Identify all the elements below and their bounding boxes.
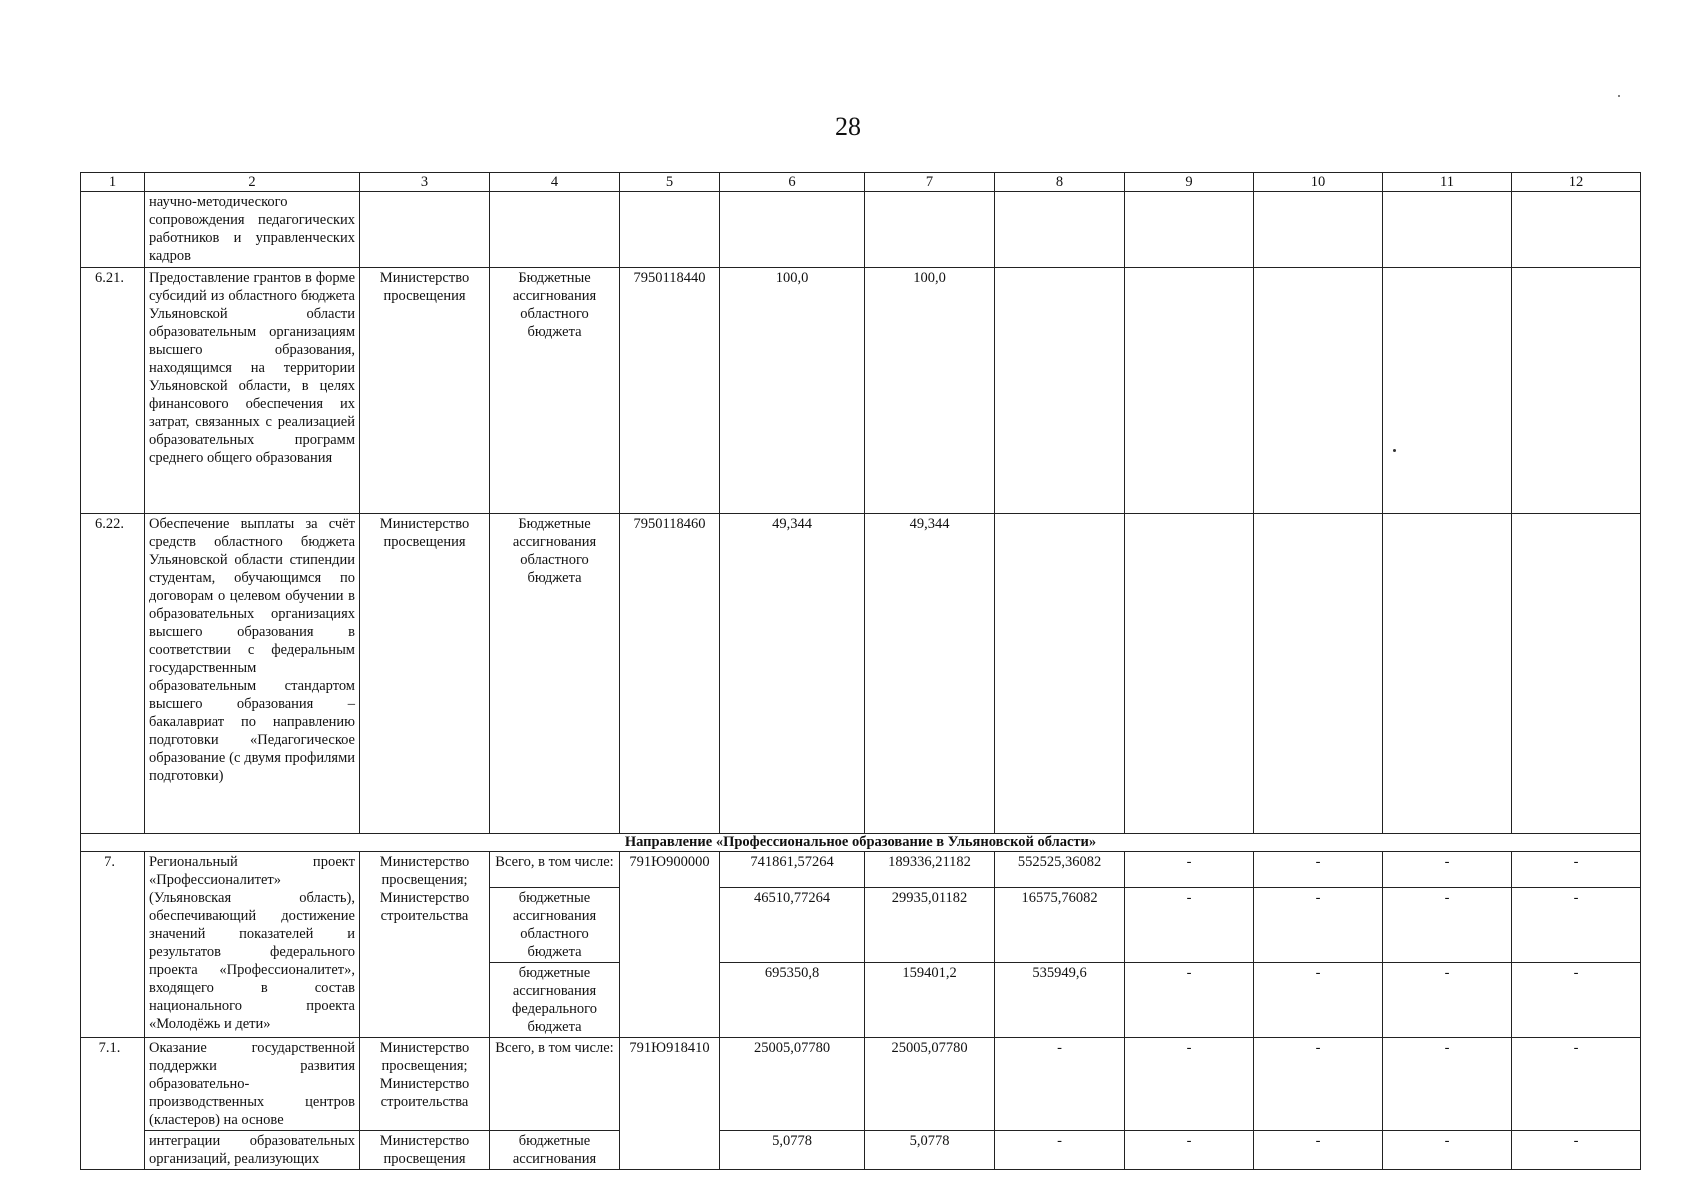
row-total: 49,344 (720, 514, 865, 834)
row-executor: Министерство просвещения; Министерство строительства (360, 852, 490, 1038)
row-year-value: - (1383, 1131, 1512, 1170)
column-header: 11 (1383, 173, 1512, 192)
row-year-value: - (1383, 852, 1512, 888)
row-code: 7950118460 (620, 514, 720, 834)
row-source: бюджетные ассигнования областного бюджета (490, 888, 620, 963)
row-year-value: - (1512, 963, 1641, 1038)
page-number: 28 (835, 112, 861, 141)
direction-row (81, 834, 1641, 852)
row-description: Региональный проект «Профессионалитет» (Ульяновская область), обеспечивающий достижение значений показателей и результатов федерального проекта «Профессионалитет», входящего в состав национального проекта «Молодёжь и дети» (145, 852, 360, 1038)
direction-heading: Направление «Профессиональное образование в Ульяновской области» (81, 834, 1641, 852)
column-header: 7 (865, 173, 995, 192)
row-year-value: - (1125, 1131, 1254, 1170)
column-header: 9 (1125, 173, 1254, 192)
row-total: 46510,77264 (720, 888, 865, 963)
column-header: 3 (360, 173, 490, 192)
row-year-value: 16575,76082 (995, 888, 1125, 963)
row-year-value: - (1254, 852, 1383, 888)
row-number: 6.21. (81, 268, 145, 514)
row-year-value: - (995, 1131, 1125, 1170)
table-row (81, 268, 1641, 514)
row-code: 791Ю918410 (620, 1038, 720, 1170)
row-executor: Министерство просвещения (360, 514, 490, 834)
row-description: научно-методического сопровождения педагогических работников и управленческих кадров (145, 192, 360, 268)
row-year-value: - (1125, 1038, 1254, 1131)
row-year-value: - (1125, 963, 1254, 1038)
row-year-value: - (1383, 963, 1512, 1038)
row-year-value: - (1512, 888, 1641, 963)
row-year-value: - (1254, 888, 1383, 963)
row-year-value: 5,0778 (865, 1131, 995, 1170)
row-total: 100,0 (720, 268, 865, 514)
column-header: 6 (720, 173, 865, 192)
table-row (81, 514, 1641, 834)
row-code: 791Ю900000 (620, 852, 720, 1038)
row-description: интеграции образовательных организаций, реализующих (145, 1131, 360, 1170)
row-year-value: - (1254, 1131, 1383, 1170)
column-numbers-row (81, 173, 1641, 192)
row-year-value: 535949,6 (995, 963, 1125, 1038)
row-source: Бюджетные ассигнования областного бюджета (490, 514, 620, 834)
row-year-value: 25005,07780 (865, 1038, 995, 1131)
row-executor: Министерство просвещения; Министерство строительства (360, 1038, 490, 1131)
row-year-value: - (1512, 1131, 1641, 1170)
row-source: Бюджетные ассигнования областного бюджета (490, 268, 620, 514)
row-total: 25005,07780 (720, 1038, 865, 1131)
row-year-value: 29935,01182 (865, 888, 995, 963)
column-header: 1 (81, 173, 145, 192)
column-header: 4 (490, 173, 620, 192)
row-year-value: - (1125, 852, 1254, 888)
row-year-value: - (1383, 1038, 1512, 1131)
scan-dot (1618, 95, 1620, 97)
row-executor: Министерство просвещения (360, 1131, 490, 1170)
row-total: 5,0778 (720, 1131, 865, 1170)
scan-dot (1393, 449, 1396, 452)
row-description: Предоставление грантов в форме субсидий из областного бюджета Ульяновской области образовательным организациям высшего образования, находящимся на территории Ульяновской области, в целях финансового обеспечения их затрат, связанных с реализацией образовательных программ среднего общего образования (145, 268, 360, 514)
column-header: 5 (620, 173, 720, 192)
table-row (81, 1131, 1641, 1170)
row-year-value: - (1383, 888, 1512, 963)
row-source: бюджетные ассигнования федерального бюджета (490, 963, 620, 1038)
row-description: Оказание государственной поддержки развития образовательно-производственных центров (кластеров) на основе (145, 1038, 360, 1131)
row-year-value: - (1512, 852, 1641, 888)
column-header: 10 (1254, 173, 1383, 192)
row-executor: Министерство просвещения (360, 268, 490, 514)
row-year-value: 159401,2 (865, 963, 995, 1038)
row-source: Всего, в том числе: (490, 1038, 620, 1131)
table-row (81, 192, 1641, 268)
row-number: 7. (81, 852, 145, 1038)
row-number: 6.22. (81, 514, 145, 834)
column-header: 12 (1512, 173, 1641, 192)
row-year-value: - (1512, 1038, 1641, 1131)
budget-table (80, 172, 1641, 1170)
row-year-value: - (995, 1038, 1125, 1131)
row-year-value: 100,0 (865, 268, 995, 514)
row-year-value: 189336,21182 (865, 852, 995, 888)
row-code: 7950118440 (620, 268, 720, 514)
row-source: Всего, в том числе: (490, 852, 620, 888)
row-year-value: - (1254, 963, 1383, 1038)
row-number: 7.1. (81, 1038, 145, 1170)
row-year-value: - (1125, 888, 1254, 963)
row-description: Обеспечение выплаты за счёт средств областного бюджета Ульяновской области стипендии студентам, обучающимся по договорам о целевом обучении в образовательных организациях высшего образования в соответствии с федеральным государственным образовательным стандартом высшего образования – бакалавриат по направлению подготовки «Педагогическое образование (с двумя профилями подготовки) (145, 514, 360, 834)
table-row (81, 852, 1641, 888)
column-header: 8 (995, 173, 1125, 192)
row-year-value: 552525,36082 (995, 852, 1125, 888)
row-total: 695350,8 (720, 963, 865, 1038)
row-year-value: - (1254, 1038, 1383, 1131)
row-total: 741861,57264 (720, 852, 865, 888)
table-row (81, 1038, 1641, 1131)
row-source: бюджетные ассигнования (490, 1131, 620, 1170)
column-header: 2 (145, 173, 360, 192)
row-year-value: 49,344 (865, 514, 995, 834)
